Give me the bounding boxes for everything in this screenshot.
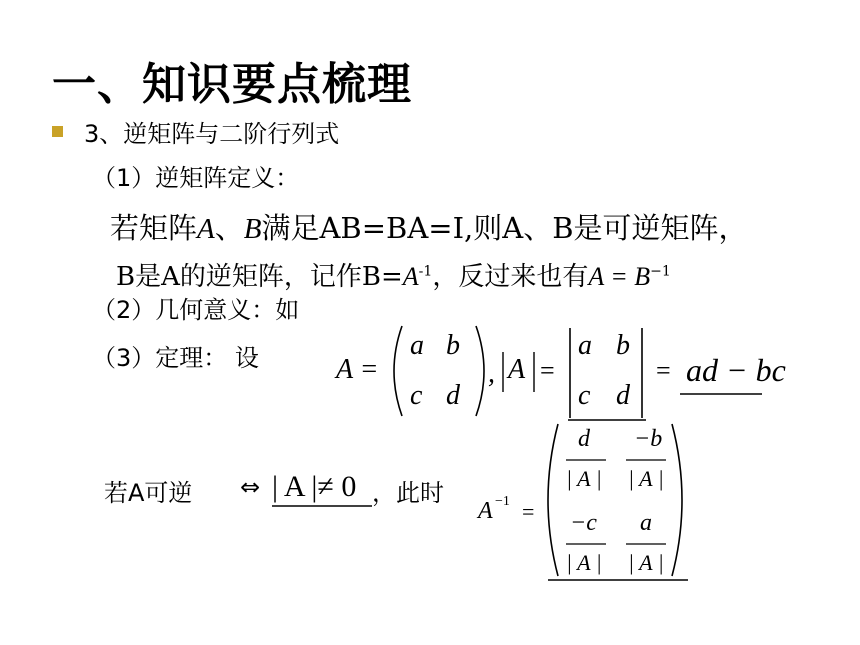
det-equals: = [540, 356, 555, 385]
inverse-num-21: −c [570, 510, 597, 536]
inverse-right-paren [672, 424, 682, 576]
def2-text-b: ，反过来也有 [432, 262, 589, 292]
det-d: d [616, 380, 630, 411]
def2-text-a: B是A的逆矩阵，记作B= [116, 262, 403, 292]
theorem-comma: , [488, 358, 495, 389]
inverse-equals: = [522, 499, 535, 524]
inverse-lhs: A [478, 498, 493, 524]
condition-tail: ，此时 [372, 479, 444, 507]
invertible-text: 若A可逆 [104, 479, 193, 507]
det-nonzero-condition: | A |≠ 0 [272, 470, 357, 503]
det-label: A [508, 354, 526, 385]
iff-symbol: ⇔ [240, 473, 261, 501]
inverse-lhs-exponent: −1 [495, 494, 510, 509]
item-definition-label: （1）逆矩阵定义： [92, 164, 300, 192]
inverse-den-21: | A | [566, 550, 602, 575]
matrix-left-paren [394, 326, 402, 416]
def-var-b: B [243, 213, 262, 245]
matrix-right-paren [476, 326, 484, 416]
det-b: b [616, 330, 630, 361]
inverse-num-11: d [578, 426, 590, 452]
section-heading: 3、逆矩阵与二阶行列式 [84, 120, 340, 148]
item-theorem-label: （3）定理： 设 [92, 344, 259, 372]
inverse-num-22: a [640, 510, 652, 536]
item-geometry-label: （2）几何意义：如 [92, 296, 300, 324]
matrix-d: d [446, 380, 460, 411]
def-var-a: A [197, 213, 215, 245]
def-separator: 、 [214, 211, 244, 245]
inverse-den-12: | A | [628, 466, 664, 491]
inverse-left-paren [548, 424, 558, 576]
matrix-a: a [410, 330, 424, 361]
def-text-a: 若矩阵 [110, 211, 198, 245]
def2-exponent-2: −1 [650, 263, 671, 280]
theorem-lhs: A = [336, 354, 379, 385]
matrix-c: c [410, 380, 423, 411]
det-result: ad − bc [686, 352, 786, 388]
def2-exponent: -1 [418, 263, 433, 280]
result-equals: = [656, 356, 671, 385]
def2-var-a: A [402, 262, 419, 291]
inverse-den-22: | A | [628, 550, 664, 575]
page-title: 一、知识要点梳理 [52, 59, 412, 110]
matrix-b: b [446, 330, 460, 361]
inverse-num-12: −b [634, 426, 663, 452]
def2-equation: A = B [588, 262, 651, 291]
det-a: a [578, 330, 592, 361]
inverse-den-11: | A | [566, 466, 602, 491]
def-text-b: 满足AB=BA=I,则A、B是可逆矩阵， [261, 211, 748, 245]
det-c: c [578, 380, 591, 411]
